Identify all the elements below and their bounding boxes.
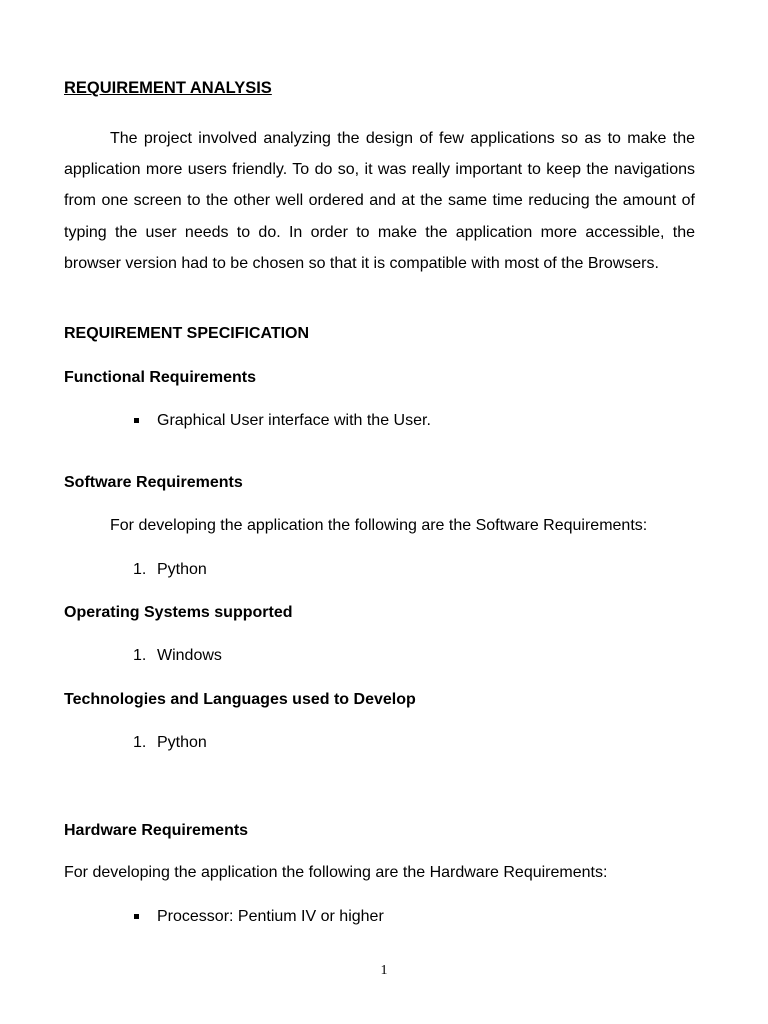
functional-item: Graphical User interface with the User. bbox=[157, 412, 431, 429]
os-item: Windows bbox=[157, 647, 222, 664]
software-item: Python bbox=[157, 561, 207, 578]
tech-item: Python bbox=[157, 734, 207, 751]
page-number: 1 bbox=[380, 963, 388, 978]
software-item-number: 1. bbox=[133, 561, 147, 578]
square-bullet-icon bbox=[134, 418, 139, 423]
hardware-item: Processor: Pentium IV or higher bbox=[157, 908, 384, 925]
functional-requirements-heading: Functional Requirements bbox=[64, 369, 257, 386]
software-requirements-heading: Software Requirements bbox=[64, 474, 243, 491]
os-item-number: 1. bbox=[133, 647, 147, 664]
tech-item-number: 1. bbox=[133, 734, 147, 751]
square-bullet-icon bbox=[134, 914, 139, 919]
technologies-heading: Technologies and Languages used to Develop bbox=[64, 691, 416, 708]
hardware-requirements-heading: Hardware Requirements bbox=[64, 822, 249, 839]
requirement-specification-heading: REQUIREMENT SPECIFICATION bbox=[64, 325, 310, 342]
intro-paragraph: The project involved analyzing the design of few applications so as to make the application more users friendly. To do so, it was really important to keep the navigations from one screen to the other well ordered and at the same time reducing the amount of typing the user needs to do. In order to make the application more accessible, the browser version had to be chosen so that it is compatible with most of the Browsers. bbox=[64, 130, 695, 272]
page-title: REQUIREMENT ANALYSIS bbox=[64, 79, 272, 97]
software-intro: For developing the application the following are the Software Requirements: bbox=[110, 517, 648, 534]
operating-systems-heading: Operating Systems supported bbox=[64, 604, 293, 621]
hardware-intro: For developing the application the following are the Hardware Requirements: bbox=[64, 864, 608, 881]
